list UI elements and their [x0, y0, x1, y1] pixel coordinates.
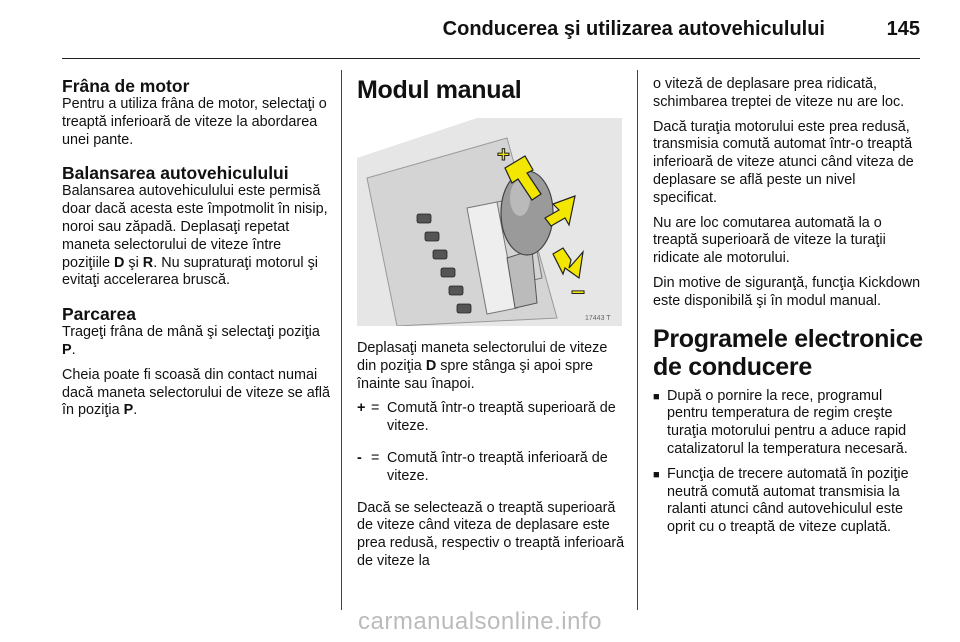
section-heading-manual-mode: Modul manual [357, 76, 522, 104]
definition-plus: + = Comută într-o treaptă superioară de viteze. [357, 400, 616, 435]
header-title: Conducerea şi utilizarea autovehiculului [442, 18, 825, 40]
right-paragraph-3: Nu are loc comutarea automată la o treaptă superioară de viteze la turaţii ridicate ale motorului. [653, 214, 886, 267]
parking-text-2: Cheia poate fi scoasă din contact numai dacă maneta selectorului de viteze se află în poziţia P. [62, 366, 330, 419]
figure-code: 17443 T [585, 315, 611, 322]
figure-plus-label: + [497, 142, 510, 167]
manual-mode-paragraph: Dacă se selectează o treaptă superioară de viteze când viteza de deplasare este prea redusă, respectiv o treaptă inferioară de viteze la [357, 499, 625, 569]
column-divider-2 [637, 70, 638, 610]
header-rule [62, 58, 920, 59]
watermark: carmanualsonline.info [358, 608, 602, 635]
column-middle [357, 76, 625, 571]
bullet-icon: ■ [653, 390, 660, 403]
figure-minus-label: − [571, 279, 586, 306]
gear-selector-illustration [357, 118, 622, 326]
parking-text-1: Trageţi frâna de mână şi selectaţi poziţia P. [62, 324, 320, 358]
rocking-text: Balansarea autovehiculului este permisă doar dacă acesta este împotmolit în nisip, noroi sau zăpadă. Deplasaţi repetat maneta selectorului de viteze între poziţiile D şi R. Nu supraturaţi motorul şi evitaţi accelerarea bruscă. [62, 183, 328, 289]
section-heading-engine-brake: Frâna de motor [62, 76, 190, 96]
engine-brake-text: Pentru a utiliza frâna de motor, selectaţi o treaptă inferioară de viteze la abordarea unei pante. [62, 96, 327, 148]
list-item: ■ Funcţia de trecere automată în poziţie neutră comută automat transmisia la ralanti atunci când autovehiculul este oprit cu o treaptă de viteze cuplată. [653, 465, 909, 536]
section-heading-rocking: Balansarea autovehiculului [62, 163, 289, 184]
section-heading-electronic-programs: Programele electronice de conducere [653, 324, 923, 381]
definition-minus: - = Comută într-o treaptă inferioară de viteze. [357, 449, 608, 484]
page-number: 145 [886, 18, 920, 40]
list-item: ■ După o pornire la rece, programul pentru temperatura de regim creşte turaţia motorului pentru a aduce rapid catalizatorul la temperatura necesară. [653, 387, 908, 457]
column-divider-1 [341, 70, 342, 610]
right-paragraph-2: Dacă turaţia motorului este prea redusă, transmisia comută automat într-o treaptă inferioară de viteze atunci când viteza de deplasare se află peste un nivel specificat. [653, 118, 914, 206]
column-right [653, 76, 923, 537]
right-paragraph-4: Din motive de siguranţă, funcţia Kickdown este disponibilă şi în modul manual. [653, 274, 921, 309]
manual-mode-intro: Deplasaţi maneta selectorului de viteze din poziţia D spre stânga şi apoi spre înainte sau înapoi. [357, 340, 608, 392]
bullet-icon: ■ [653, 468, 660, 481]
section-heading-parking: Parcarea [62, 304, 136, 325]
page-header [0, 14, 920, 46]
column-left [62, 76, 330, 420]
right-paragraph-1: o viteză de deplasare prea ridicată, schimbarea treptei de viteze nu are loc. [653, 76, 905, 110]
